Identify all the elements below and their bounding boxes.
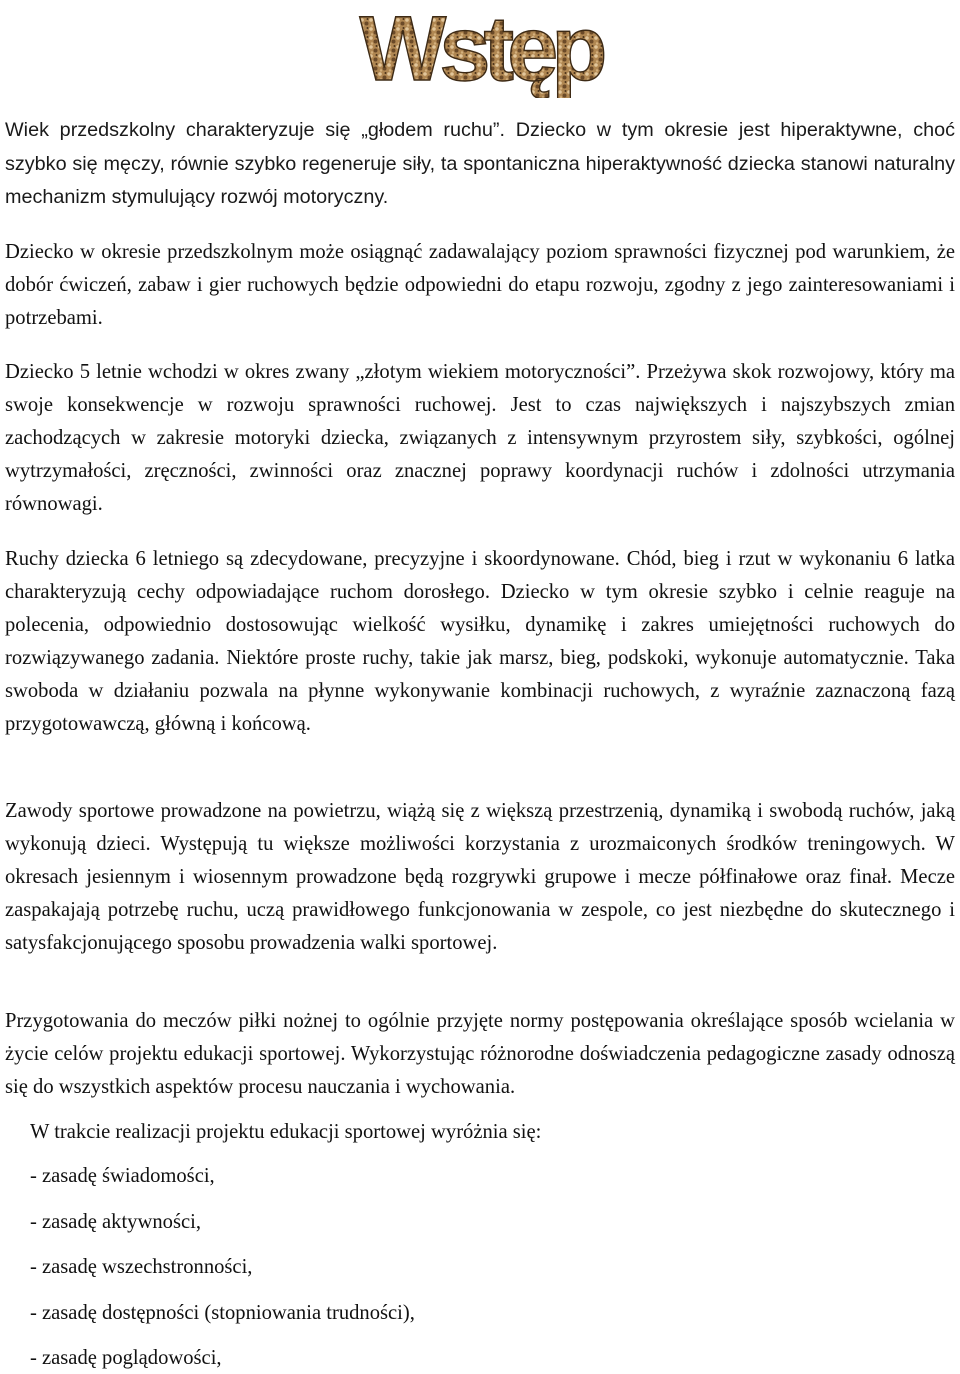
principles-intro: W trakcie realizacji projektu edukacji sportowej wyróżnia się: [30,1121,542,1143]
paragraph-outdoor-competitions: Zawody sportowe prowadzone na powietrzu, wiążą się z większą przestrzenią, dynamiką i swobodą ruchów, jaką wykonują dzieci. Występują tu większe możliwości korzystania z urozmaiconych środków treningowych. W okresach jesiennym i wiosennym prowadzone będą rozgrywki grupowe i mecze półfinałowe oraz finał. Mecze zaspakajają potrzebę ruchu, uczą prawidłowego funkcjonowania w zespole, co jest niezbędne do skutecznego i satysfakcjonującego sposobu prowadzenia walki sportowej. [5,800,955,954]
list-item: - zasadę wszechstronności, [30,1256,253,1278]
paragraph-preschool-fitness: Dziecko w okresie przedszkolnym może osiągnąć zadawalający poziom sprawności fizycznej pod warunkiem, że dobór ćwiczeń, zabaw i gier ruchowych będzie odpowiedni do etapu rozwoju, zgodny z jego zainteresowaniami i potrzebami. [5,241,955,329]
principles-list [30,1160,415,1374]
list-item: - zasadę poglądowości, [30,1347,222,1369]
title-text: Wstęp [359,0,601,98]
paragraph-intro: Wiek przedszkolny charakteryzuje się „głodem ruchu”. Dziecko w tym okresie jest hiperaktywne, choć szybko się męczy, równie szybko regeneruje siły, ta spontaniczna hiperaktywność dziecka stanowi naturalny mechanizm stymulujący rozwój motoryczny. [5,119,955,208]
list-item: - zasadę dostępności (stopniowania trudności), [30,1301,415,1324]
paragraph-five-year-old: Dziecko 5 letnie wchodzi w okres zwany „złotym wiekiem motoryczności”. Przeżywa skok rozwojowy, który ma swoje konsekwencje w rozwoju sprawności ruchowej. Jest to czas największych i najszybszych zmian zachodzących w zakresie motoryki dziecka, związanych z intensywnym przyrostem siły, szybkości, ogólnej wytrzymałości, zręczności, zwinności oraz znacznej poprawy koordynacji ruchów i zdolności utrzymania równowagi. [5,361,955,515]
list-item: - zasadę aktywności, [30,1210,201,1233]
list-item: - zasadę świadomości, [30,1165,215,1187]
page-title [0,0,960,98]
title-graphic [0,0,960,98]
paragraph-six-year-old: Ruchy dziecka 6 letniego są zdecydowane, precyzyjne i skoordynowane. Chód, bieg i rzut w wykonaniu 6 latka charakteryzują cechy odpowiadające ruchom dorosłego. Dziecko w tym okresie szybko i celnie reaguje na polecenia, odpowiednio dostosowując wielkość wysiłku, dynamikę i zakres umiejętności ruchowych do rozwiązywanego zadania. Niektóre proste ruchy, takie jak marsz, bieg, podskoki, wykonuje automatycznie. Taka swoboda w działaniu pozwala na płynne wykonywanie kombinacji ruchowych, z wyraźnie zaznaczoną fazą przygotowawczą, główną i końcową. [5,548,955,735]
paragraph-match-preparation: Przygotowania do meczów piłki nożnej to ogólnie przyjęte normy postępowania określające sposób wcielania w życie celów projektu edukacji sportowej. Wykorzystując różnorodne doświadczenia pedagogiczne zasady odnoszą się do wszystkich aspektów procesu nauczania i wychowania. [5,1010,955,1098]
